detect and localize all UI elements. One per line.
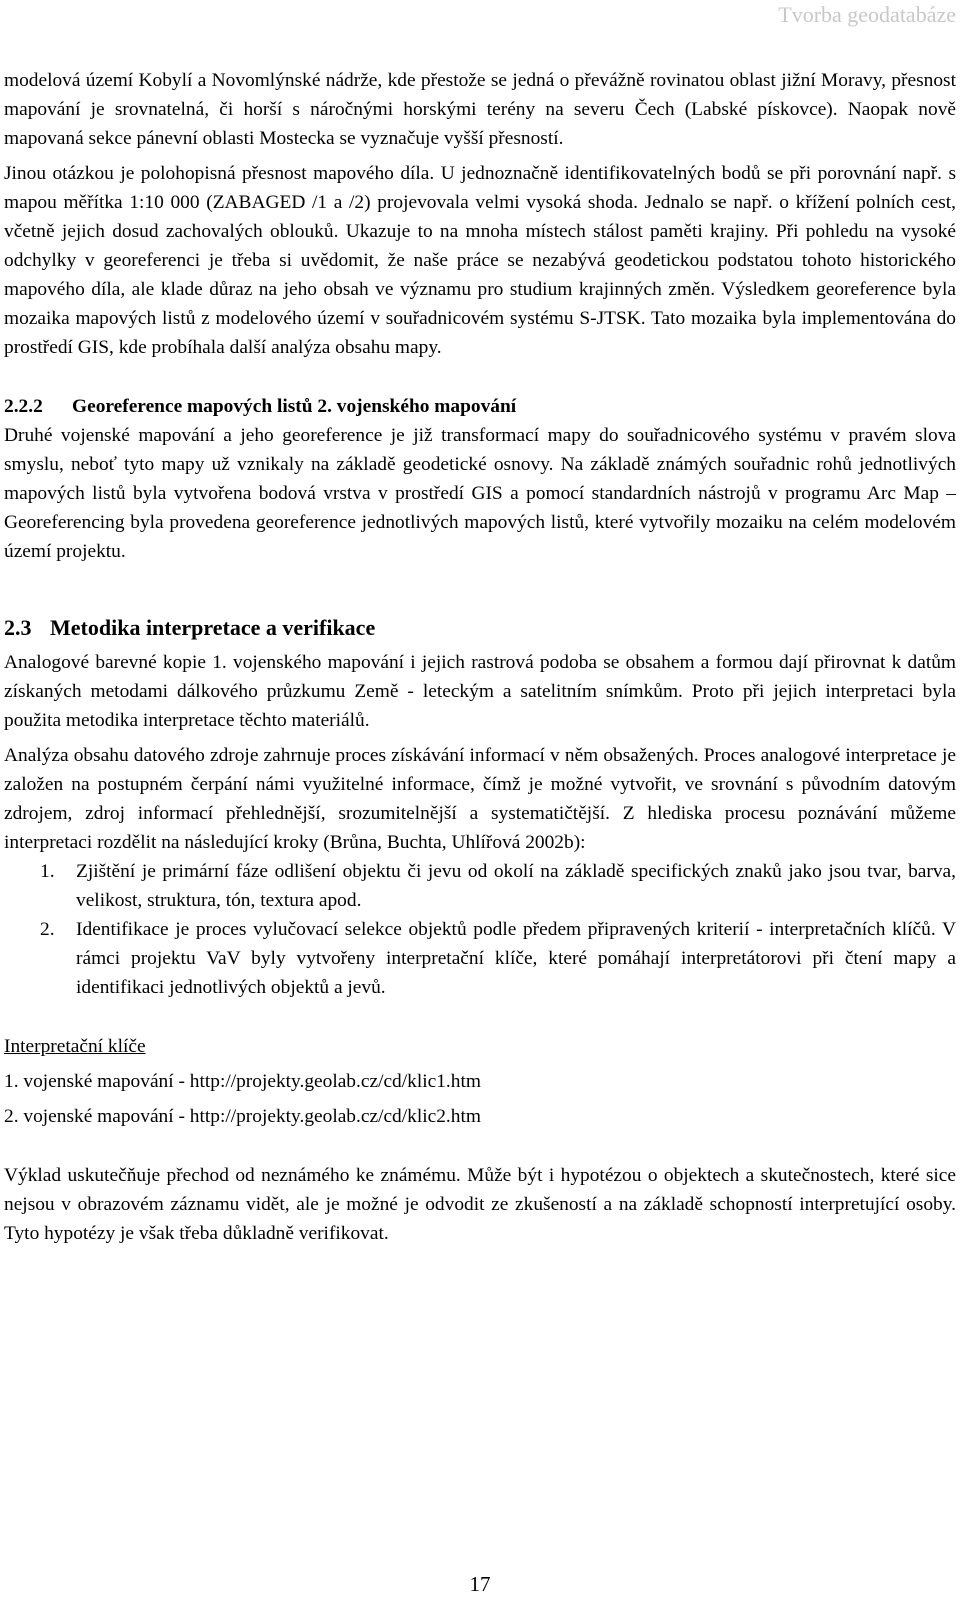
section-heading-2-2-2	[4, 392, 956, 421]
section-number: 2.2.2	[4, 396, 43, 417]
list-marker: 2.	[40, 919, 55, 940]
list-marker: 1.	[40, 861, 55, 882]
interpretation-keys-heading: Interpretační klíče	[4, 1036, 146, 1057]
list-item-text: Identifikace je proces vylučovací selekce objektů podle předem připravených kriterií - interpretačních klíčů. V rámci projektu VaV byly vytvořeny interpretační klíče, které pomáhají interpretátorovi při čtení mapy a identifikaci jednotlivých objektů a jevů.	[76, 919, 956, 998]
section-number: 2.3	[4, 615, 32, 640]
section-title: Metodika interpretace a verifikace	[50, 615, 376, 640]
list-item-text: Zjištění je primární fáze odlišení objektu či jevu od okolí na základě specifických znaků jako jsou tvar, barva, velikost, struktura, tón, textura apod.	[76, 861, 956, 911]
paragraph-georeference-2nd: Druhé vojenské mapování a jeho georeference je již transformací mapy do souřadnicového systému v pravém slova smyslu, neboť tyto mapy už vznikaly na základě geodetické osnovy. Na základě známých souřadnic rohů jednotlivých mapových listů byla vytvořena bodová vrstva v prostředí GIS a pomocí standardních nástrojů v programu Arc Map – Georeferencing byla provedena georeference jednotlivých mapových listů, které vytvořily mozaiku na celém modelovém území projektu.	[4, 425, 956, 562]
list-item	[4, 857, 956, 915]
page-content	[4, 66, 956, 1248]
interpretation-key-link-1: 1. vojenské mapování - http://projekty.geolab.cz/cd/klic1.htm	[4, 1071, 481, 1092]
paragraph-positional-accuracy: Jinou otázkou je polohopisná přesnost mapového díla. U jednoznačně identifikovatelných bodů se při porovnání např. s mapou měřítka 1:10 000 (ZABAGED /1 a /2) projevovala velmi vysoká shoda. Jednalo se např. o křížení polních cest, včetně jejich dosud zachovalých oblouků. Ukazuje to na mnoha místech stálost paměti krajiny. Při pohledu na vysoké odchylky v georeferenci je třeba si uvědomit, že naše práce se nezabývá geodetickou podstatou tohoto historického mapového díla, ale klade důraz na jeho obsah ve významu pro studium krajinných změn. Výsledkem georeference byla mozaika mapových listů z modelového území v souřadnicovém systému S-JTSK. Tato mozaika byla implementována do prostředí GIS, kde probíhala další analýza obsahu mapy.	[4, 163, 956, 358]
paragraph-interpretation-explained: Výklad uskutečňuje přechod od neznámého ke známému. Může být i hypotézou o objektech a skutečnostech, které sice nejsou v obrazovém záznamu vidět, ale je možné je odvodit ze zkušeností a na základě schopností interpretující osoby. Tyto hypotézy je však třeba důkladně verifikovat.	[4, 1165, 956, 1244]
page-number: 17	[469, 1572, 491, 1596]
running-header: Tvorba geodatabáze	[778, 2, 956, 27]
paragraph-analog-copies: Analogové barevné kopie 1. vojenského mapování i jejich rastrová podoba se obsahem a formou dají přirovnat k datům získaných metodami dálkového průzkumu Země - leteckým a satelitním snímkům. Proto při jejich interpretaci byla použita metodika interpretace těchto materiálů.	[4, 652, 956, 731]
interpretation-steps-list	[4, 857, 956, 1002]
list-item	[4, 915, 956, 1002]
section-title: Georeference mapových listů 2. vojenského mapování	[72, 396, 517, 417]
interpretation-key-link-2: 2. vojenské mapování - http://projekty.geolab.cz/cd/klic2.htm	[4, 1106, 481, 1127]
paragraph-content-analysis: Analýza obsahu datového zdroje zahrnuje proces získávání informací v něm obsažených. Proces analogové interpretace je založen na postupném čerpání námi využitelné informace, čímž je možné vytvořit, ve srovnání s původním datovým zdrojem, zdroj informací přehlednější, srozumitelnější a systematičtější. Z hlediska procesu poznávání můžeme interpretaci rozdělit na následující kroky (Brůna, Buchta, Uhlířová 2002b):	[4, 745, 956, 853]
paragraph-accuracy: modelová území Kobylí a Novomlýnské nádrže, kde přestože se jedná o převážně rovinatou oblast jižní Moravy, přesnost mapování je srovnatelná, či horší s náročnými horskými terény na severu Čech (Labské pískovce). Naopak nově mapovaná sekce pánevní oblasti Mostecka se vyznačuje vyšší přesností.	[4, 70, 956, 149]
section-heading-2-3	[4, 612, 956, 644]
